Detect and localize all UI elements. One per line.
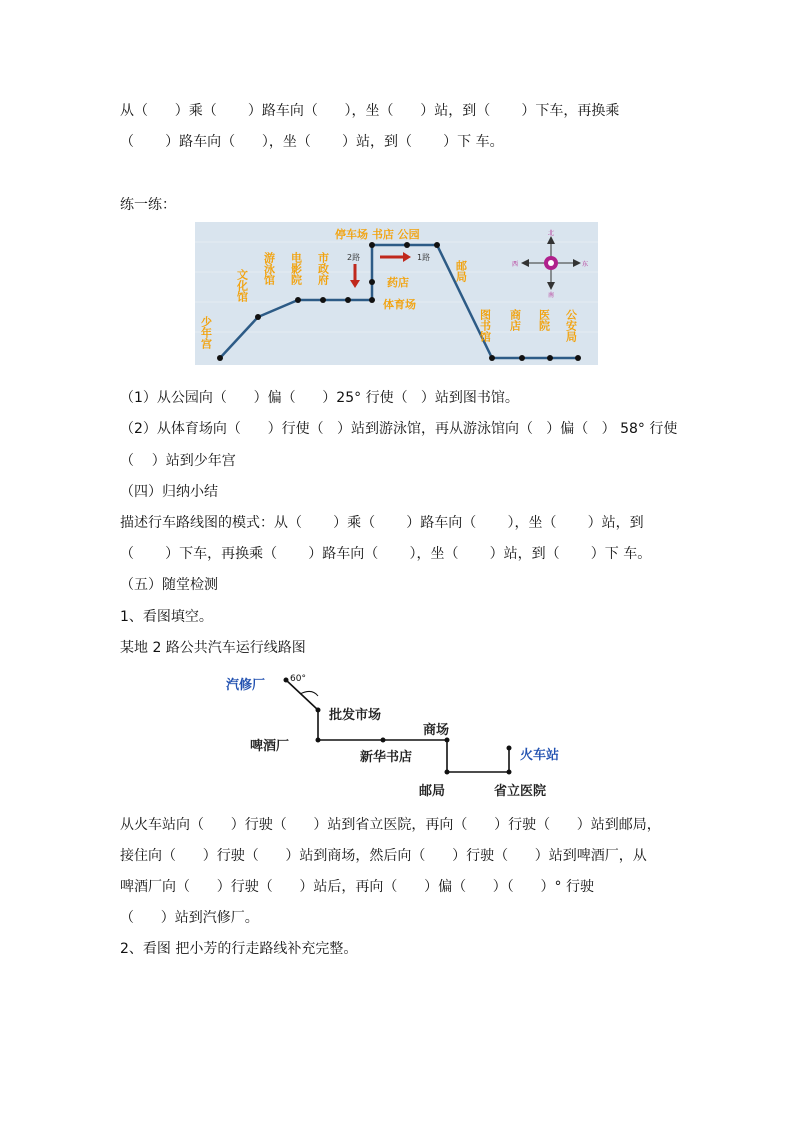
pattern-line-2: （ ）下车，再换乘（ ）路车向（ ），坐（ ）站，到（ ）下 车。 <box>120 546 652 562</box>
stop-stadium <box>369 297 375 303</box>
map2-title: 某地 2 路公共汽车运行线路图 <box>120 640 306 656</box>
stop-hospital <box>507 770 512 775</box>
label-hospital: 省立医院 <box>494 784 547 799</box>
stop-police <box>575 355 581 361</box>
task-1-heading: 1、看图填空。 <box>120 609 213 625</box>
compass-e: 东 <box>582 261 589 268</box>
route2-map <box>222 668 582 802</box>
stop-bookstore <box>404 242 410 248</box>
stop-hospital <box>547 355 553 361</box>
stop-youth-palace <box>217 355 223 361</box>
label-swimming: 游泳馆 <box>262 252 276 285</box>
label-bookstore: 新华书店 <box>360 750 413 765</box>
question-2: （2）从体育场向（ ）行使（ ）站到游泳馆，再从游泳馆向（ ）偏（ ） 58° 行使 <box>120 421 678 437</box>
line-pattern-1: 从（ ）乘（ ）路车向（ ），坐（ ）站，到（ ）下车，再换乘 <box>120 103 620 119</box>
label-repair: 汽修厂 <box>226 678 266 693</box>
label-brewery: 啤酒厂 <box>250 739 290 754</box>
pattern-line-1: 描述行车路线图的模式：从（ ）乘（ ）路车向（ ），坐（ ）站，到 <box>120 515 644 531</box>
stop-brewery <box>316 738 321 743</box>
stop-repair <box>284 678 289 683</box>
answer-line-2: 接住向（ ）行驶（ ）站到商场，然后向（ ）行驶（ ）站到啤酒厂，从 <box>120 848 647 864</box>
label-post: 邮局 <box>454 260 468 282</box>
question-2-cont: （ ）站到少年宫 <box>120 453 236 469</box>
stop-market <box>316 708 321 713</box>
label-post: 邮局 <box>419 784 446 799</box>
route1-label: 1路 <box>417 253 431 262</box>
label-cinema: 电影院 <box>289 252 303 285</box>
stop-pharmacy <box>369 279 375 285</box>
practice-heading: 练一练： <box>120 197 176 213</box>
bus-route-map <box>195 222 598 365</box>
label-police: 公安局 <box>564 309 578 342</box>
stop-post <box>445 770 450 775</box>
stop-government <box>345 297 351 303</box>
question-1: （1）从公园向（ ）偏（ ）25° 行使（ ）站到图书馆。 <box>120 390 519 406</box>
compass-w: 西 <box>512 261 519 268</box>
stop-store <box>445 738 450 743</box>
label-youth-palace: 少年宫 <box>199 316 213 349</box>
answer-line-4: （ ）站到汽修厂。 <box>120 910 259 926</box>
label-market: 批发市场 <box>329 708 382 723</box>
label-store: 商场 <box>423 723 450 738</box>
label-government: 市政府 <box>316 252 330 285</box>
stop-library <box>489 355 495 361</box>
answer-line-1: 从火车站向（ ）行驶（ ）站到省立医院，再向（ ）行驶（ ）站到邮局， <box>120 817 661 833</box>
stop-station <box>507 746 512 751</box>
compass-s: 南 <box>548 292 555 299</box>
stop-cinema <box>320 297 326 303</box>
answer-line-3: 啤酒厂向（ ）行驶（ ）站后，再向（ ）偏（ ）（ ）° 行驶 <box>120 879 594 895</box>
label-culture-hall: 文化馆 <box>235 269 249 302</box>
top-labels: 停车场 书店 公园 <box>335 228 420 241</box>
label-library: 图书馆 <box>478 309 492 342</box>
label-pharmacy: 药店 <box>387 276 409 289</box>
stop-swimming <box>295 297 301 303</box>
label-hospital: 医院 <box>537 309 551 331</box>
stop-park <box>434 242 440 248</box>
label-angle: 60° <box>290 674 306 684</box>
section-5-heading: （五）随堂检测 <box>120 577 218 593</box>
stop-store <box>519 355 525 361</box>
label-stadium: 体育场 <box>383 298 416 311</box>
stop-parking <box>369 242 375 248</box>
task-2-heading: 2、看图 把小芳的行走路线补充完整。 <box>120 941 358 957</box>
stop-bookstore <box>381 738 386 743</box>
stop-culture-hall <box>255 314 261 320</box>
label-mall: 商店 <box>508 309 522 331</box>
label-station: 火车站 <box>520 748 560 763</box>
map-background <box>195 222 598 365</box>
section-4-heading: （四）归纳小结 <box>120 484 218 500</box>
compass-n: 北 <box>548 230 555 237</box>
route2-label: 2路 <box>347 253 361 262</box>
line-pattern-2: （ ）路车向（ ），坐（ ）站，到（ ）下 车。 <box>120 134 504 150</box>
